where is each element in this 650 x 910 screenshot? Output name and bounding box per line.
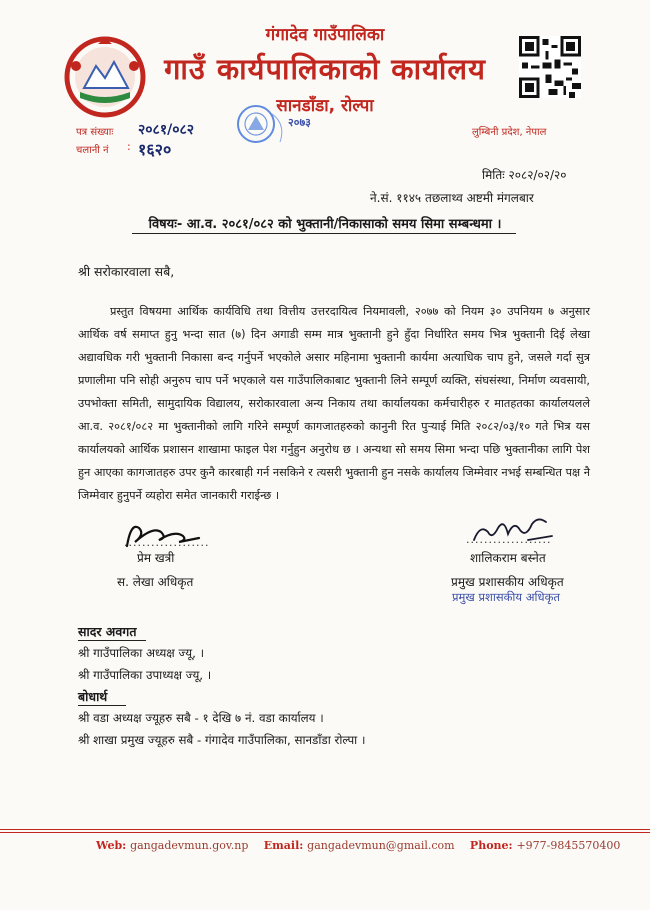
- phone-label: Phone:: [469, 839, 513, 852]
- province-label: लुम्बिनी प्रदेश, नेपाल: [472, 127, 547, 138]
- left-signatory-name: प्रेम खत्री: [137, 551, 175, 565]
- right-signature-line: ...................: [466, 533, 552, 546]
- website-link[interactable]: gangadevmun.gov.np: [130, 839, 249, 852]
- footer-rule-top: [0, 829, 650, 830]
- web-label: Web:: [96, 839, 127, 852]
- qr-code-icon: [519, 36, 581, 98]
- phone-number: +977-9845570400: [516, 839, 621, 852]
- office-location: सानडाँडा, रोल्पा: [276, 96, 374, 116]
- cc-item: श्री गाउँपालिका अध्यक्ष ज्यू, ।: [78, 646, 205, 660]
- email-link[interactable]: gangadevmun@gmail.com: [307, 839, 455, 852]
- dispatch-no-value: १६२०: [138, 140, 172, 159]
- right-signatory-name: शालिकराम बस्नेत: [470, 551, 546, 565]
- info-heading: बोधार्थ: [78, 689, 108, 704]
- right-signatory-title: प्रमुख प्रशासकीय अधिकृत: [451, 575, 564, 589]
- municipality-name: गंगादेव गाउँपालिका: [265, 25, 385, 45]
- letter-subject: विषयः- आ.व. २०८१/०८२ को भुक्तानी/निकासाको समय सिमा सम्बन्धमा ।: [148, 217, 502, 232]
- left-signatory-title: स. लेखा अधिकृत: [117, 575, 194, 589]
- cc-item: श्री गाउँपालिका उपाध्यक्ष ज्यू, ।: [78, 668, 212, 682]
- dispatch-no-label: चलानी नं: [76, 145, 109, 156]
- seal-estd-year: २०७३: [288, 116, 311, 129]
- dispatch-no-colon: :: [127, 140, 131, 153]
- cc-heading-underline: [78, 640, 146, 641]
- office-title: गाउँ कार्यपालिकाको कार्यालय: [164, 52, 486, 86]
- salutation: श्री सरोकारवाला सबै,: [78, 264, 175, 279]
- email-label: Email:: [263, 839, 304, 852]
- footer-rule-bottom: [0, 832, 650, 833]
- subject-underline: [132, 233, 516, 234]
- info-item: श्री शाखा प्रमुख ज्यूहरु सबै - गंगादेव गाउँपालिका, सानडाँडा रोल्पा ।: [78, 733, 366, 747]
- cc-heading: सादर अवगत: [78, 624, 137, 639]
- designation-stamp: प्रमुख प्रशासकीय अधिकृत: [452, 590, 560, 604]
- info-item: श्री वडा अध्यक्ष ज्यूहरु सबै - १ देखि ७ नं. वडा कार्यालय ।: [78, 711, 324, 725]
- nepal-samvat-date: ने.सं. ११४५ तछलाथ्व अष्टमी मंगलबार: [370, 191, 534, 205]
- left-signature-line: ...................: [124, 536, 210, 549]
- letter-no-value: २०८१/०८२: [138, 122, 195, 138]
- letter-body: प्रस्तुत विषयमा आर्थिक कार्यविधि तथा वित्तीय उत्तरदायित्व नियमावली, २०७७ को नियम ३० उपनियम ७ अनुसार आर्थिक वर्ष समाप्त हुनु भन्दा सात (७) दिन अगाडी सम्म मात्र भुक्तानी हुने हुँदा निर्धारित समय भित्र भुक्तानी दिई लेखा अद्यावधिक गरी भुक्तानी निकासा बन्द गर्नुपर्ने भएकोले असार महिनामा भुक्तानी कार्यमा अत्याधिक चाप हुने, जसले गर्दा सुत्र प्रणालीमा पनि सोही अनुरुप चाप पर्ने भएकाले यस गाउँपालिकाबाट भुक्तानी लिने सम्पूर्ण व्यक्ति, संघसंस्था, निर्माण व्यवसायी, उपभोक्ता समिती, सामुदायिक विद्यालय, सरोकारवाला अन्य निकाय तथा कार्यालयका कर्मचारीहरु र मातहतका कार्यालयलले आ.व. २०८१/०८२ मा भुक्तानीको लागि गरिने सम्पूर्ण कागजातहरुको कानुनी रित पुऱ्याई मिति २०८२/०३/१० गते भित्र यस कार्यालयको आर्थिक प्रशासन शाखामा फाइल पेश गर्नुहुन अनुरोध छ । अन्यथा सो समय सिमा भन्दा पछि भुक्तानीका लागि पेश हुन आएका कागजातहरु उपर कुनै कारबाही गर्न नसकिने र त्यसरी भुक्तानी हुन नसके कार्यालय जिम्मेवार नभई सम्बन्धित पक्ष नै जिम्मेवार हुनुपर्ने व्यहोरा समेत जानकारी गराईन्छ ।: [78, 305, 590, 502]
- letter-no-label: पत्र संख्याः: [76, 127, 114, 138]
- info-heading-underline: [78, 705, 126, 706]
- letter-date: मितिः २०८२/०२/२०: [482, 168, 567, 182]
- footer-contact: [96, 839, 620, 852]
